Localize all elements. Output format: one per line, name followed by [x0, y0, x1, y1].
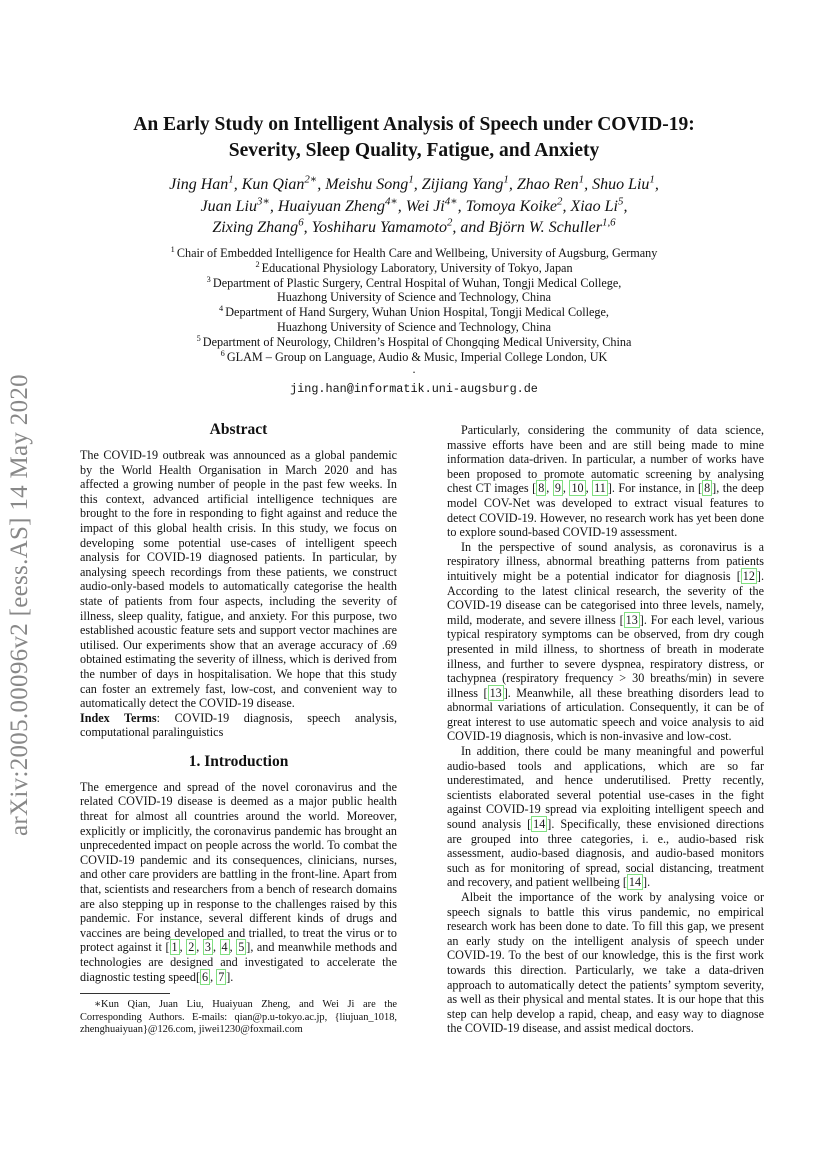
- footnote-divider: [80, 993, 170, 994]
- author-affiliation-marker: 4∗: [384, 195, 398, 208]
- affiliation-line: $^2$ Educational Physiology Laboratory, University of Tokyo, Japan: [255, 259, 573, 275]
- author-list: Jing Han$^1$, Kun Qian$^{2∗}$, Meishu Song$^1$, Zijiang Yang$^1$, Zhao Ren$^1$, Shuo Liu$^1$, Juan Liu$^{3∗}$, Huaiyuan Zheng$^{4∗}$, Wei $Ji^{4∗}$, Tomoya Koike$^2$, Xiao Li$^5$, Zixing Zhang$^6$, Yoshiharu Yamamoto$^2$, and Björn W. Schuller$^{1,6}$: [169, 173, 659, 236]
- author-affiliation-marker: 5: [618, 195, 624, 208]
- author-affiliation-marker: 2: [557, 195, 563, 208]
- separator-dot: .: [412, 362, 416, 377]
- author-name: Wei $Ji^{4∗}$: [405, 195, 458, 215]
- intro-paragraph-5: Albeit the importance of the work by analysing voice or speech signals to battle this virus pandemic, no empirical research work has been done to date. To fill this gap, we present an early study on the intelligent analysis of speech under COVID-19. To the best of our knowledge, this is the first work towards this direction. Particularly, we take a data-driven approach to automatically detect the patients’ symptom severity, as well as their physical and mental states. It is our hope that this step can help develop a rapid, cheap, and easy way to diagnose the COVID-19 disease, and assist medical doctors.: [447, 890, 764, 1036]
- citation-link[interactable]: 14: [628, 875, 642, 890]
- citation-link[interactable]: 8: [704, 481, 711, 496]
- citation-link[interactable]: 8: [538, 481, 545, 496]
- citation-link[interactable]: 1: [171, 940, 178, 955]
- affiliation-line: $^3$ Department of Plastic Surgery, Central Hospital of Wuhan, Tongji Medical College,: [206, 274, 622, 290]
- citation-link[interactable]: 4: [221, 940, 228, 955]
- author-name: Zhao Ren$^1$: [516, 173, 585, 193]
- citation-link[interactable]: 12: [742, 568, 755, 583]
- intro-paragraph-4: In addition, there could be many meaningful and powerful audio-based tools and applications, which are so far underestimated, and hence underutilised. Pretty recently, scientists elaborated several potential use-cases in the fight against COVID-19 spread via exploiting intelligent speech and sound analysis [ 14 ]. Specifically, these envisioned directions are grouped into three categories, i. e., audio-based risk assessment, audio-based diagnosis, and audio-based monitors such as for monitoring of spread, social distancing, treatment and recovery, and patient wellbeing [ 14 ].: [447, 744, 764, 890]
- author-name: Yoshiharu Yamamoto$^2$: [311, 216, 453, 236]
- author-name: Meishu Song$^1$: [325, 173, 414, 193]
- citation-link[interactable]: 7: [218, 969, 225, 984]
- author-name: Björn W. Schuller$^{1,6}$: [488, 216, 616, 236]
- author-affiliation-marker: 1: [649, 173, 655, 186]
- author-affiliation-marker: 2∗: [304, 173, 318, 186]
- citation-link[interactable]: 14: [533, 817, 546, 832]
- author-conjunction: and: [460, 219, 489, 236]
- intro-paragraph-2: Particularly, considering the community of data science, massive efforts have been and are still being made to mine information data-driven. In particular, a number of works have been proposed to promote automatic screening by analysing chest CT images [ 8 , 9 , 10 , 11 ]. For instance, in [ 8 ], the deep model COV-Net was developed to extract visual features to detect COVID-19. However, no research work has yet been done to explore sound-based COVID-19 assessment.: [447, 423, 765, 540]
- intro-paragraph-1: The emergence and spread of the novel coronavirus and the related COVID-19 disease is deemed as a major public health threat for almost all countries around the world. Moreover, explicitly or implicitly, the coronavirus pandemic has brought an unprecedented impact on people across the world. To combat the COVID-19 pandemic and its consequences, clinicians, nurses, and other care providers are battling in the front-line. Apart from that, scientists and researchers from a bench of research domains are also stepping up in response to the challenges raised by this pandemic. For instance, several different kinds of drugs and vaccines are being developed and trialled, to treat the virus or to protect against it [ 1 , 2 , 3 , 4 , 5 ], and meanwhile methods and technologies are designed and investigated to accelerate the diagnostic testing speed[ 6 , 7 ].: [80, 779, 398, 984]
- abstract-text: The COVID-19 outbreak was announced as a global pandemic by the World Health Organisation in March 2020 and has affected a growing number of people in the past few weeks. In this context, advanced artificial intelligence techniques are brought to the fore in responding to fight against and reduce the impact of this global health crisis. In this study, we focus on developing some potential use-cases of intelligent speech analysis for COVID-19 diagnosed patients. In particular, by analysing speech recordings from these patients, we construct audio-only-based models to automatically categorise the health state of patients from four aspects, including the severity of illness, sleep quality, fatigue, and anxiety. For this purpose, two established acoustic feature sets and support vector machines are utilised. Our experiments show that an average accuracy of .69 obtained estimating the severity of illness, which is derived from the number of days in hospitalisation. We hope that this study can foster an extremely fast, low-cost, and convenient way to automatically detect the COVID-19 disease.: [80, 448, 397, 711]
- left-column: [80, 420, 397, 1037]
- right-column: [447, 423, 764, 1036]
- citation-link[interactable]: 9: [554, 481, 561, 496]
- index-terms: [80, 711, 397, 740]
- author-affiliation-marker: 4∗: [444, 195, 458, 208]
- citation-link[interactable]: 13: [489, 685, 502, 700]
- affiliation-line: $^1$ Chair of Embedded Intelligence for Health Care and Wellbeing, University of Augsburg, Germany: [170, 244, 658, 260]
- author-name: Zixing Zhang$^6$: [212, 216, 304, 236]
- citation-link[interactable]: 6: [202, 969, 209, 984]
- author-affiliation-marker: 6: [298, 216, 304, 229]
- author-name: Jing Han$^1$: [169, 173, 234, 193]
- affiliation-line: Huazhong University of Science and Technology, China: [277, 319, 551, 334]
- author-affiliation-marker: 1: [408, 173, 414, 186]
- abstract-heading: Abstract: [209, 421, 268, 438]
- citation-link[interactable]: 3: [204, 940, 211, 955]
- affiliation-line: $^4$ Department of Hand Surgery, Wuhan Union Hospital, Tongji Medical College,: [219, 304, 609, 320]
- author-name: Juan Liu$^{3∗}$: [200, 195, 270, 215]
- citation-link[interactable]: 13: [625, 612, 638, 627]
- affiliation-list: [90, 246, 738, 376]
- title-line-1: An Early Study on Intelligent Analysis of Speech under COVID-19:: [133, 114, 695, 135]
- author-name: Xiao Li$^5$: [570, 195, 624, 215]
- author-name: Kun Qian$^{2∗}$: [241, 173, 318, 193]
- author-name: Huaiyuan Zheng$^{4∗}$: [277, 195, 398, 215]
- citation-link[interactable]: 10: [571, 481, 584, 496]
- arxiv-identifier-stamp: [0, 345, 40, 865]
- intro-paragraph-3: In the perspective of sound analysis, as coronavirus is a respiratory illness, abnormal breathing patterns from patients intuitively might be a potential indicator for diagnosis [ 12 ]. According to the latest clinical research, the severity of the COVID-19 disease can be categorised into three levels, namely, mild, moderate, and severe illness [ 13 ]. For each level, various typical respiratory symptoms can be observed, from dry cough presented in mild illness, to shortness of breath in moderate illness, and further to severe dyspnea, respiratory distress, or tachypnea (respiratory frequency > 30 breaths/min) in severe illness [ 13 ]. Meanwhile, all these breathing disorders lead to abnormal variations of articulation. Consequently, it can be of great interest to use automatic speech and voice analysis to aid COVID-19 diagnosis, which is non-invasive and low-cost.: [447, 539, 765, 744]
- author-affiliation-marker: 1: [228, 173, 234, 186]
- affiliation-line: $^6$ GLAM – Group on Language, Audio & Music, Imperial College London, UK: [220, 348, 608, 364]
- corresponding-author-footnote: ∗Kun Qian, Juan Liu, Huaiyuan Zheng, and Wei Ji are the Corresponding Authors. E-mails: qian@p.u-tokyo.ac.jp, {liujuan_1018, zhenghuaiyuan}@126.com, jiwei1230@foxmail.com: [80, 999, 397, 1036]
- title-line-2: Severity, Sleep Quality, Fatigue, and Anxiety: [228, 140, 600, 161]
- affiliation-line: $^5$ Department of Neurology, Children’s Hospital of Chongqing Medical University, China: [196, 333, 632, 349]
- author-affiliation-marker: 1: [503, 173, 509, 186]
- arxiv-id: arXiv:2005.00096v2 [eess.AS] 14 May 2020: [6, 374, 33, 836]
- author-affiliation-marker: 1: [578, 173, 585, 186]
- author-name: Zijiang Yang$^1$: [421, 173, 509, 193]
- index-terms-label: Index Terms: [80, 710, 157, 725]
- citation-link[interactable]: 11: [594, 481, 606, 496]
- author-affiliation-marker: 2: [446, 216, 453, 229]
- author-name: Shuo Liu$^1$: [592, 173, 655, 193]
- contact-email[interactable]: jing.han@informatik.uni-augsburg.de: [290, 382, 538, 396]
- citation-link[interactable]: 5: [238, 940, 245, 955]
- author-name: Tomoya Koike$^2$: [465, 195, 563, 215]
- author-affiliation-marker: 1,6: [602, 216, 616, 229]
- introduction-heading: 1. Introduction: [188, 752, 289, 770]
- author-affiliation-marker: 3∗: [257, 195, 270, 208]
- index-terms-text: : COVID-19 diagnosis, speech analysis, computational paralinguistics: [80, 710, 397, 740]
- citation-link[interactable]: 2: [188, 940, 195, 955]
- affiliation-line: Huazhong University of Science and Technology, China: [277, 290, 551, 305]
- paper-title: [90, 112, 738, 164]
